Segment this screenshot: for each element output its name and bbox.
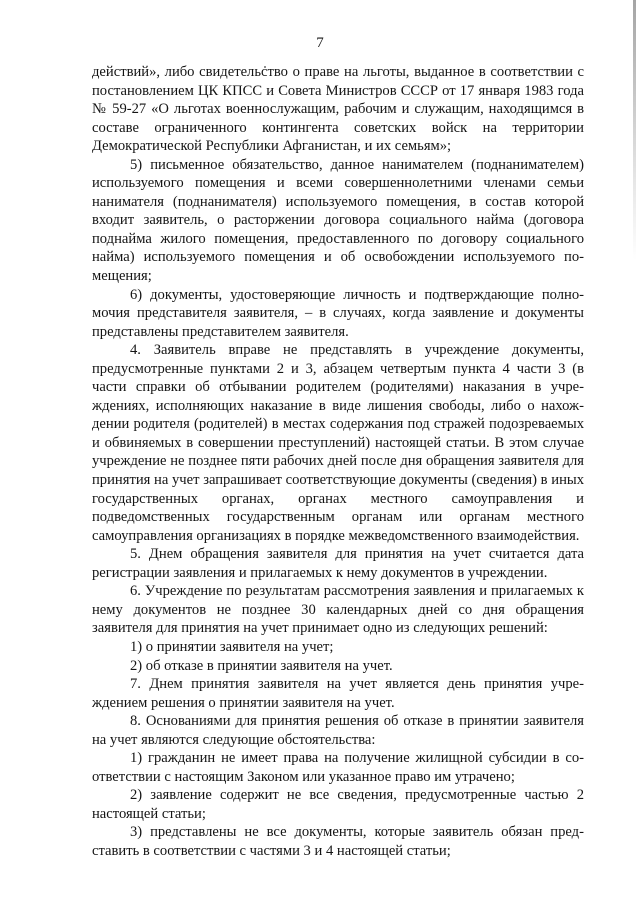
paragraph: 3) представлены не все документы, которые заявитель обязан представить в соответствии с частями 3 и 4 настоящей статьи; bbox=[92, 824, 584, 859]
paragraph: 5) письменное обязательство, данное нанимателем (поднанимателем) используемого помещения и всеми совершеннолетними членами семьи нанимателя (поднанимателя) используемого помещения, в состав которой входит заявитель, о расторжении договора социального найма (договора поднайма жилого помещения, предоставленного по договору социального найма) используемого помещения и об освобождении используемого помещения; bbox=[92, 156, 584, 285]
paragraph: 5. Днем обращения заявителя для принятия на учет считается дата регистрации заявления и прилагаемых к нему документов в учреждении. bbox=[92, 546, 584, 581]
paragraph: действий», либо свидетельство о праве на льготы, выданное в соответствии с постановлением ЦК КПСС и Совета Министров СССР от 17 января 1983 года № 59-27 «О льготах военнослужащим, рабочим и служащим, находящимся в составе ограниченного контингента советских войск на территории Демократической Республики Афганистан, и их семьям»; bbox=[92, 64, 584, 155]
paragraph: 8. Основаниями для принятия решения об отказе в принятии заявителя на учет являются следующие обстоятельства: bbox=[92, 713, 584, 748]
paragraph: 7. Днем принятия заявителя на учет является день принятия учреждением решения о принятии заявителя на учет. bbox=[92, 676, 584, 711]
paragraph: 2) заявление содержит не все сведения, предусмотренные частью 2 настоящей статьи; bbox=[92, 787, 584, 822]
document-body bbox=[92, 63, 584, 861]
paragraph: 1) гражданин не имеет права на получение жилищной субсидии в соответствии с настоящим Законом или указанное право им утрачено; bbox=[92, 750, 584, 785]
paragraph: 1) о принятии заявителя на учет; bbox=[130, 638, 334, 655]
paragraph: 6. Учреждение по результатам рассмотрения заявления и прилагаемых к нему документов не позднее 30 календарных дней со дня обращения заявителя для принятия на учет принимает одно из следующих решений: bbox=[92, 583, 584, 637]
page-number: 7 bbox=[316, 35, 324, 51]
paragraph: 6) документы, удостоверяющие личность и подтверждающие полномочия представителя заявителя, – в случаях, когда заявление и документы представлены представителем заявителя. bbox=[92, 286, 584, 340]
paragraph: 4. Заявитель вправе не представлять в учреждение документы, предусмотренные пунктами 2 и 3, абзацем четвертым пункта 4 части 3 (в части справки об отбывании родителем (родителями) наказания в учреждениях, исполняющих наказание в виде лишения свободы, либо о нахождении родителя (родителей) в местах содержания под стражей подозреваемых и обвиняемых в совершении преступлений) настоящей статьи. В этом случае учреждение не позднее пяти рабочих дней после дня обращения заявителя для принятия на учет запрашивает соответствующие документы (сведения) в иных государственных органах, органах местного самоуправления и подведомственных государственным органам или органам местного самоуправления организациях в порядке межведомственного взаимодействия. bbox=[92, 342, 584, 544]
paragraph: 2) об отказе в принятии заявителя на учет. bbox=[130, 657, 393, 674]
